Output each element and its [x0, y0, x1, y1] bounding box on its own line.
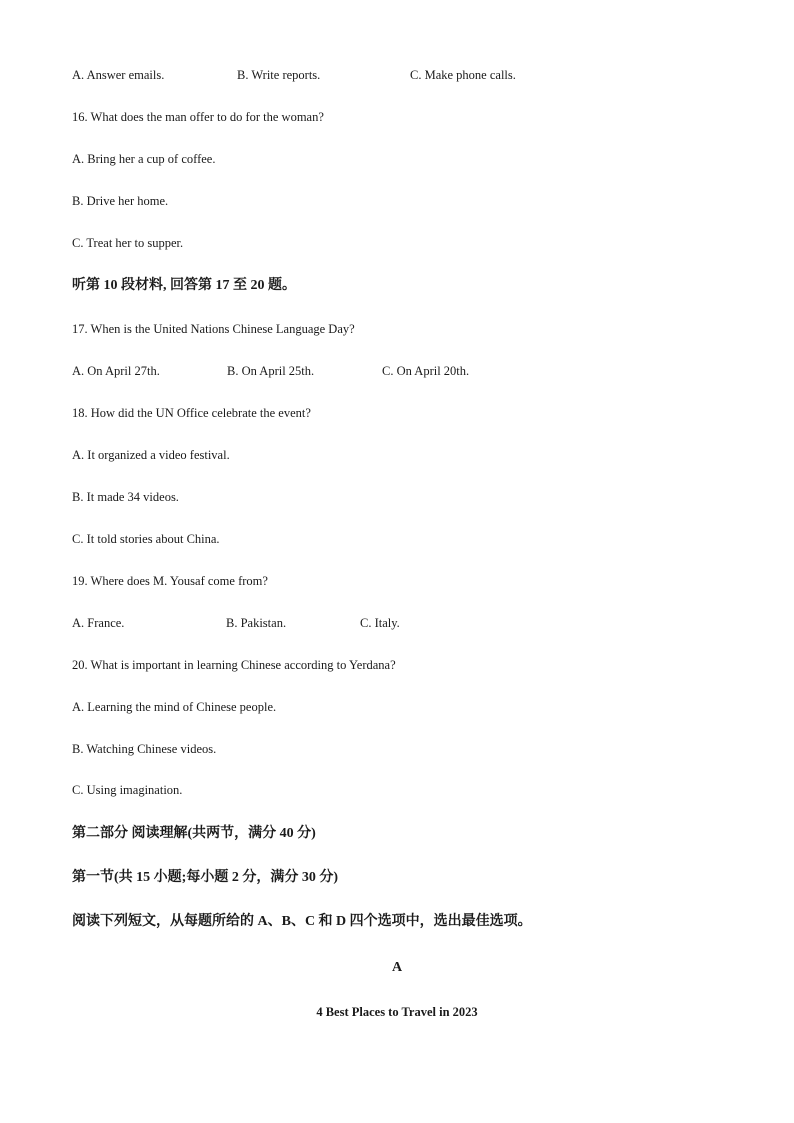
q20-question: 20. What is important in learning Chinese according to Yerdana? — [72, 658, 396, 672]
reading-instruction: 阅读下列短文，从每题所给的 A、B、C 和 D 四个选项中，选出最佳选项。 — [72, 914, 532, 929]
q15-option-a: A. Answer emails. — [72, 68, 165, 82]
q20-option-b: B. Watching Chinese videos. — [72, 742, 217, 756]
q20-option-a: A. Learning the mind of Chinese people. — [72, 700, 277, 714]
q16-question: 16. What does the man offer to do for the woman? — [72, 110, 324, 124]
passage-letter: A — [391, 960, 403, 975]
q16-option-a: A. Bring her a cup of coffee. — [72, 152, 216, 166]
q16-option-c: C. Treat her to supper. — [72, 236, 184, 250]
q19-question: 19. Where does M. Yousaf come from? — [72, 574, 268, 588]
q18-question: 18. How did the UN Office celebrate the event? — [72, 406, 311, 420]
q19-option-b: B. Pakistan. — [226, 616, 287, 630]
q19-option-c: C. Italy. — [360, 616, 400, 630]
part2-heading: 第二部分 阅读理解(共两节，满分 40 分) — [72, 826, 316, 841]
q17-question: 17. When is the United Nations Chinese Language Day? — [72, 322, 355, 336]
q18-option-b: B. It made 34 videos. — [72, 490, 179, 504]
q20-option-c: C. Using imagination. — [72, 783, 183, 797]
q15-option-c: C. Make phone calls. — [410, 68, 516, 82]
q19-option-a: A. France. — [72, 616, 125, 630]
q17-option-a: A. On April 27th. — [72, 364, 160, 378]
section1-heading: 第一节(共 15 小题;每小题 2 分，满分 30 分) — [72, 870, 338, 885]
q15-option-b: B. Write reports. — [237, 68, 321, 82]
q18-option-a: A. It organized a video festival. — [72, 448, 230, 462]
q18-option-c: C. It told stories about China. — [72, 532, 220, 546]
q17-option-c: C. On April 20th. — [382, 364, 470, 378]
section10-instruction: 听第 10 段材料, 回答第 17 至 20 题。 — [72, 278, 296, 293]
q16-option-b: B. Drive her home. — [72, 194, 169, 208]
q17-option-b: B. On April 25th. — [227, 364, 315, 378]
passage-title: 4 Best Places to Travel in 2023 — [316, 1005, 478, 1019]
